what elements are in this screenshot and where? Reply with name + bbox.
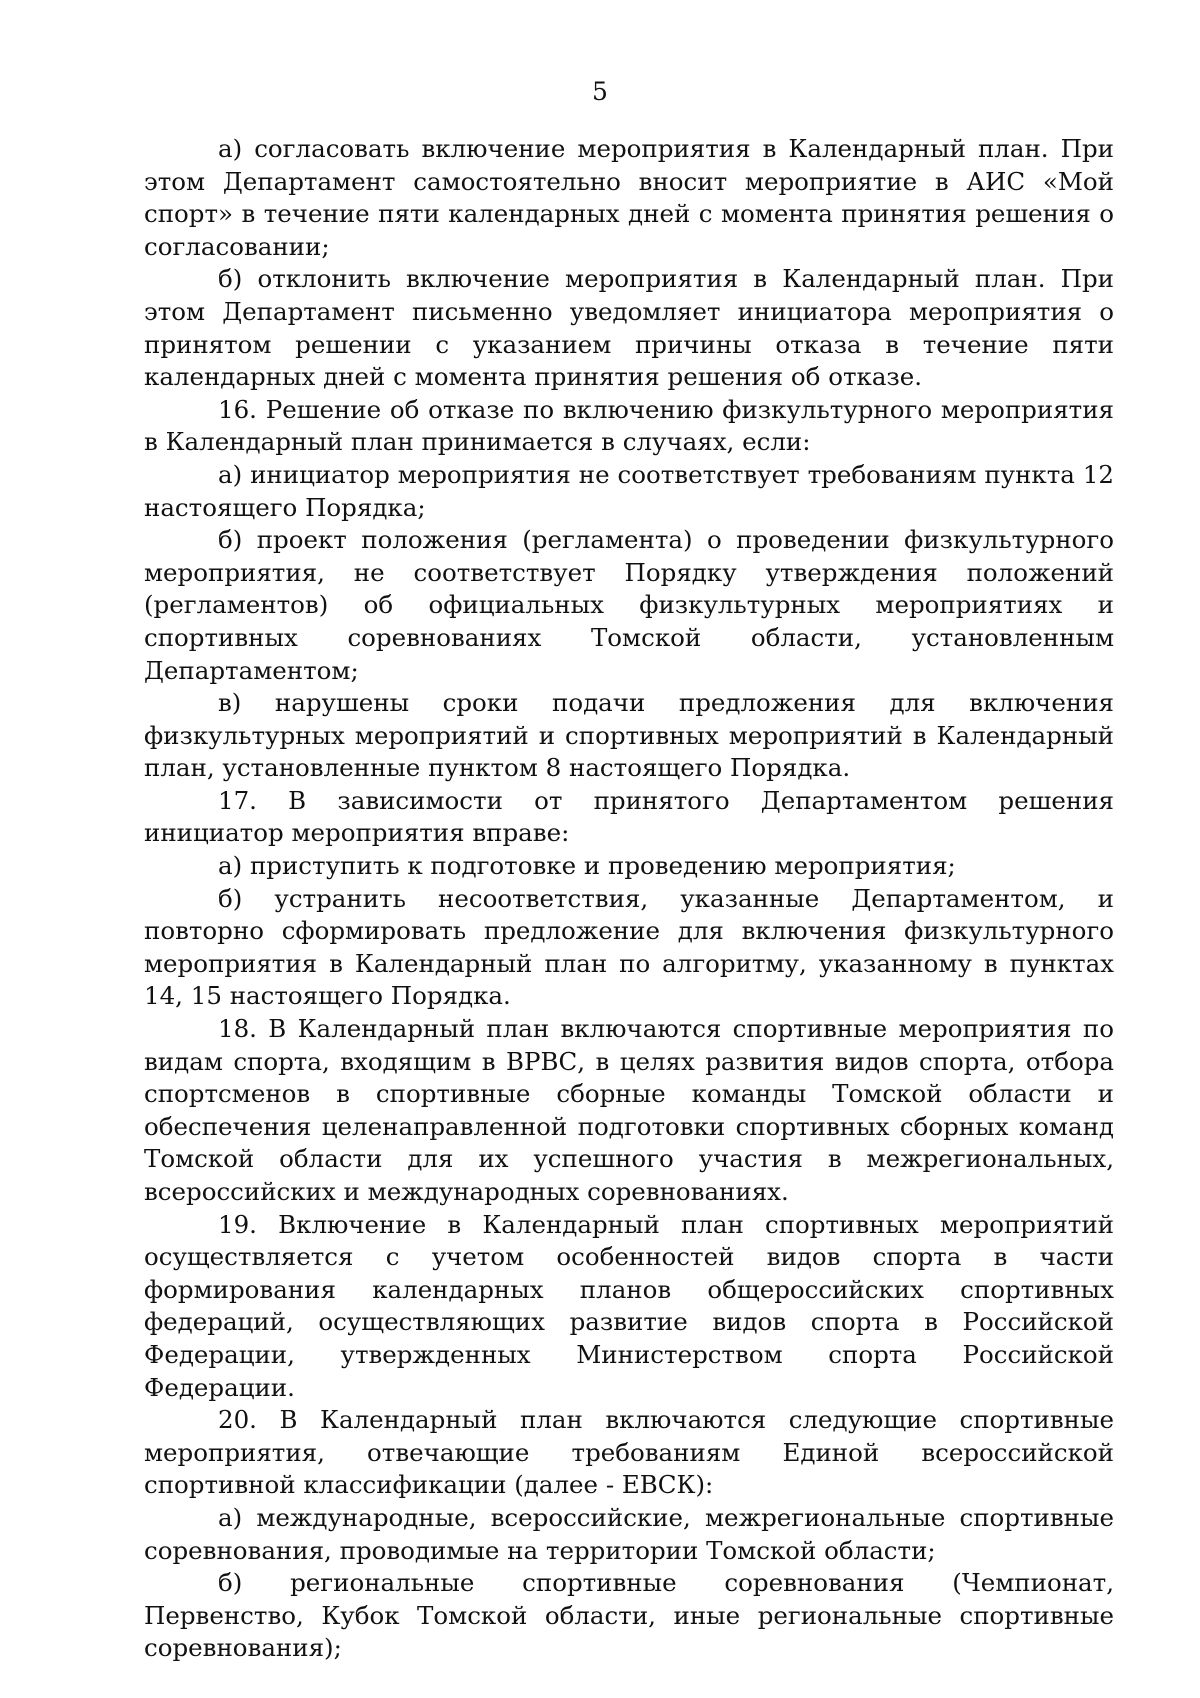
paragraph-16: 16. Решение об отказе по включению физкультурного мероприятия в Календарный план принимается в случаях, если:: [144, 394, 1114, 457]
paragraph-16-a: а) инициатор мероприятия не соответствует требованиям пункта 12 настоящего Порядка;: [144, 459, 1114, 522]
paragraph-a-approve: а) согласовать включение мероприятия в Календарный план. При этом Департамент самостоятельно вносит мероприятие в АИС «Мой спорт» в течение пяти календарных дней с момента принятия решения о согласовании;: [144, 134, 1114, 261]
paragraph-17: 17. В зависимости от принятого Департаментом решения инициатор мероприятия вправе:: [144, 785, 1114, 848]
document-body: [144, 133, 1114, 1665]
paragraph-20: 20. В Календарный план включаются следующие спортивные мероприятия, отвечающие требованиям Единой всероссийской спортивной классификации (далее - ЕВСК):: [144, 1405, 1114, 1500]
paragraph-17-a: а) приступить к подготовке и проведению мероприятия;: [218, 851, 956, 881]
paragraph-19: 19. Включение в Календарный план спортивных мероприятий осуществляется с учетом особенностей видов спорта в части формирования календарных планов общероссийских спортивных федераций, осуществляющих развитие видов спорта в Российской Федерации, утвержденных Министерством спорта Российской Федерации.: [144, 1209, 1114, 1402]
paragraph-17-b: б) устранить несоответствия, указанные Департаментом, и повторно сформировать предложение для включения физкультурного мероприятия в Календарный план по алгоритму, указанному в пунктах 14, 15 настоящего Порядка.: [144, 883, 1114, 1011]
paragraph-b-reject: б) отклонить включение мероприятия в Календарный план. При этом Департамент письменно уведомляет инициатора мероприятия о принятом решении с указанием причины отказа в течение пяти календарных дней с момента принятия решения об отказе.: [144, 264, 1114, 392]
paragraph-16-v: в) нарушены сроки подачи предложения для включения физкультурных мероприятий и спортивных мероприятий в Календарный план, установленные пунктом 8 настоящего Порядка.: [144, 688, 1114, 783]
paragraph-20-b: б) региональные спортивные соревнования (Чемпионат, Первенство, Кубок Томской области, иные региональные спортивные соревнования);: [144, 1568, 1114, 1663]
paragraph-16-b: б) проект положения (регламента) о проведении физкультурного мероприятия, не соответствует Порядку утверждения положений (регламентов) об официальных физкультурных мероприятиях и спортивных соревнованиях Томской области, установленным Департаментом;: [144, 525, 1114, 685]
page-number: 5: [592, 77, 608, 106]
paragraph-20-a: а) международные, всероссийские, межрегиональные спортивные соревнования, проводимые на территории Томской области;: [144, 1502, 1114, 1565]
paragraph-18: 18. В Календарный план включаются спортивные мероприятия по видам спорта, входящим в ВРВС, в целях развития видов спорта, отбора спортсменов в спортивные сборные команды Томской области и обеспечения целенаправленной подготовки спортивных сборных команд Томской области для их успешного участия в межрегиональных, всероссийских и международных соревнованиях.: [144, 1014, 1114, 1206]
